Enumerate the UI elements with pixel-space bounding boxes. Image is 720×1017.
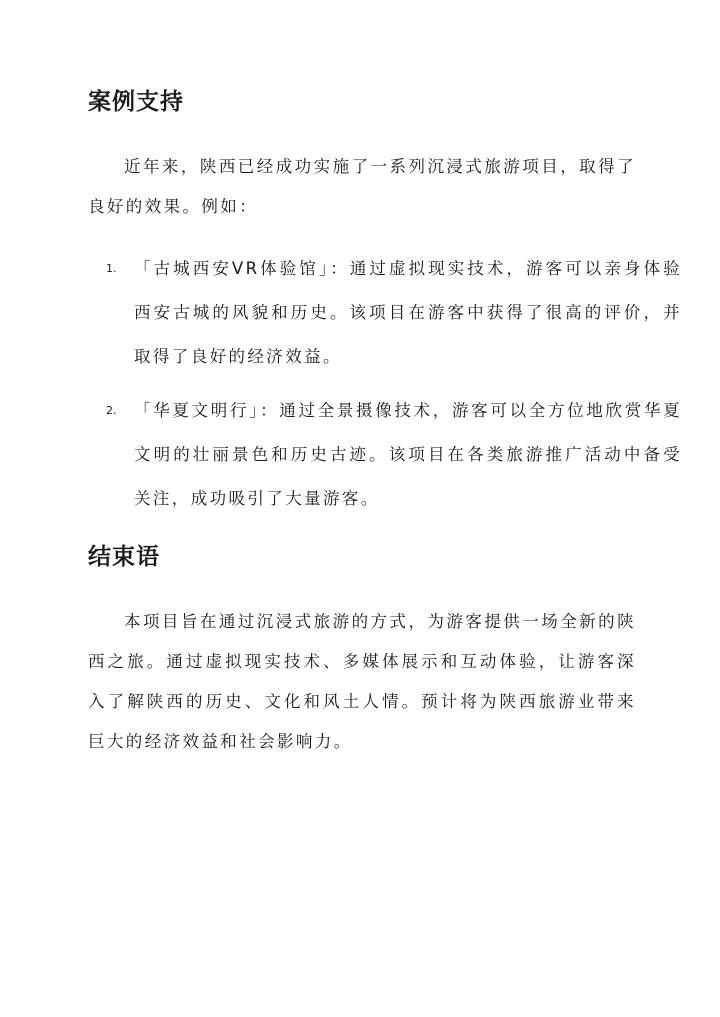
list-item-number: 1. (106, 262, 117, 275)
conclusion-paragraph: 本项目旨在通过沉浸式旅游的方式，为游客提供一场全新的陕西之旅。通过虚拟现实技术、多媒体展示和互动体验，让游客深入了解陕西的历史、文化和风土人情。预计将为陕西旅游业带来巨大的经济效益和社会影响力。 (88, 612, 636, 751)
section-heading-cases: 案例支持 (88, 89, 184, 115)
list-item-text: 「古城西安VR体验馆」：通过虚拟现实技术，游客可以亲身体验西安古城的风貌和历史。该项目在游客中获得了很高的评价，并取得了良好的经济效益。 (134, 259, 682, 366)
section-heading-conclusion: 结束语 (88, 544, 160, 570)
cases-intro-paragraph: 近年来，陕西已经成功实施了一系列沉浸式旅游项目，取得了良好的效果。例如： (88, 157, 636, 216)
list-item (88, 247, 682, 379)
list-item-text: 「华夏文明行」：通过全景摄像技术，游客可以全方位地欣赏华夏文明的壮丽景色和历史古迹。该项目在各类旅游推广活动中备受关注，成功吸引了大量游客。 (134, 401, 682, 508)
list-item-number: 2. (106, 404, 117, 417)
list-item (88, 389, 682, 521)
